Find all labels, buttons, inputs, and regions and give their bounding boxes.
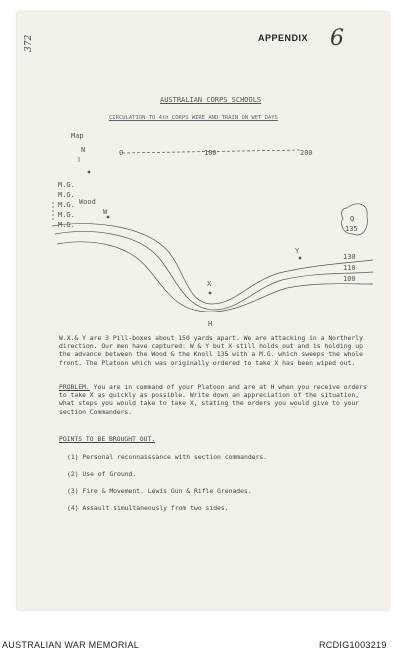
document-page [17,12,389,610]
contour-line-100 [57,242,373,312]
contour-line-110 [55,232,373,310]
wood-label: Wood [79,198,96,206]
mg-label-2: M.G. [58,191,75,199]
point-w-label: W [103,208,108,216]
point-x-marker [209,292,212,295]
contour-label-100: 100 [343,275,356,283]
knoll-height: 135 [345,225,358,233]
situation-paragraph: W.X.& Y are 3 Pill-boxes about 150 yards apart. We are attacking in a Northerly direction. Our men have captured: W & Y but X still holds out and is holding up the advance between the Wood & the Knoll 135 with a M.G. which sweeps the whole front. The Platoon which was originally ordered to take X has been wiped out. [59,334,363,367]
point-item-1: (1) Personal reconnaissance with section commanders. [67,453,268,461]
appendix-number: 6 [330,26,344,51]
contour-line-130 [52,224,373,304]
mg-label-5: M.G. [58,221,75,229]
problem-text: You are in command of your Platoon and are at H when you receive orders to take X as quickly as possible. Write down an appreciation of the situation, what steps you would take to take X, stating the orders you would give to your section Commanders. [59,383,367,416]
knoll-label: Q [350,215,355,223]
point-h-label: H [208,320,213,328]
scale-zero: 0 [119,149,124,157]
map-drawing [17,12,389,312]
footer-source: AUSTRALIAN WAR MEMORIAL [2,640,140,650]
points-heading: POINTS TO BE BROUGHT OUT. [59,435,156,443]
point-item-2: (2) Use of Ground. [67,470,137,478]
problem-paragraph [59,383,371,416]
appendix-label: APPENDIX [258,33,309,43]
footer-id: RCDIG1003219 [319,640,387,650]
contour-label-130: 130 [343,253,356,261]
point-item-4: (4) Assault simultaneously from two sides. [67,504,229,512]
point-n-marker [88,171,91,174]
mg-label-3: M.G. [58,201,75,209]
scale-100: 100 [204,149,217,157]
north-label: N [81,146,86,154]
problem-label: PROBLEM. [59,383,90,391]
title-line-1: AUSTRALIAN CORPS SCHOOLS [160,96,262,104]
point-y-label: Y [295,247,300,255]
point-w-marker [107,216,110,219]
scale-200: 200 [300,149,313,157]
mg-label-4: M.G. [58,211,75,219]
title-line-2: CIRCULATION TO 4th CORPS WIRE AND TRAIN ON WET DAYS [109,115,278,121]
mg-label-1: M.G. [58,181,75,189]
point-x-label: X [207,280,212,288]
map-corner-label: Map [71,132,84,140]
point-item-3: (3) Fire & Movement. Lewis Gun & Rifle Grenades. [67,487,252,495]
contour-label-110: 110 [343,264,356,272]
point-y-marker [299,257,302,260]
margin-number: 372 [24,34,34,52]
